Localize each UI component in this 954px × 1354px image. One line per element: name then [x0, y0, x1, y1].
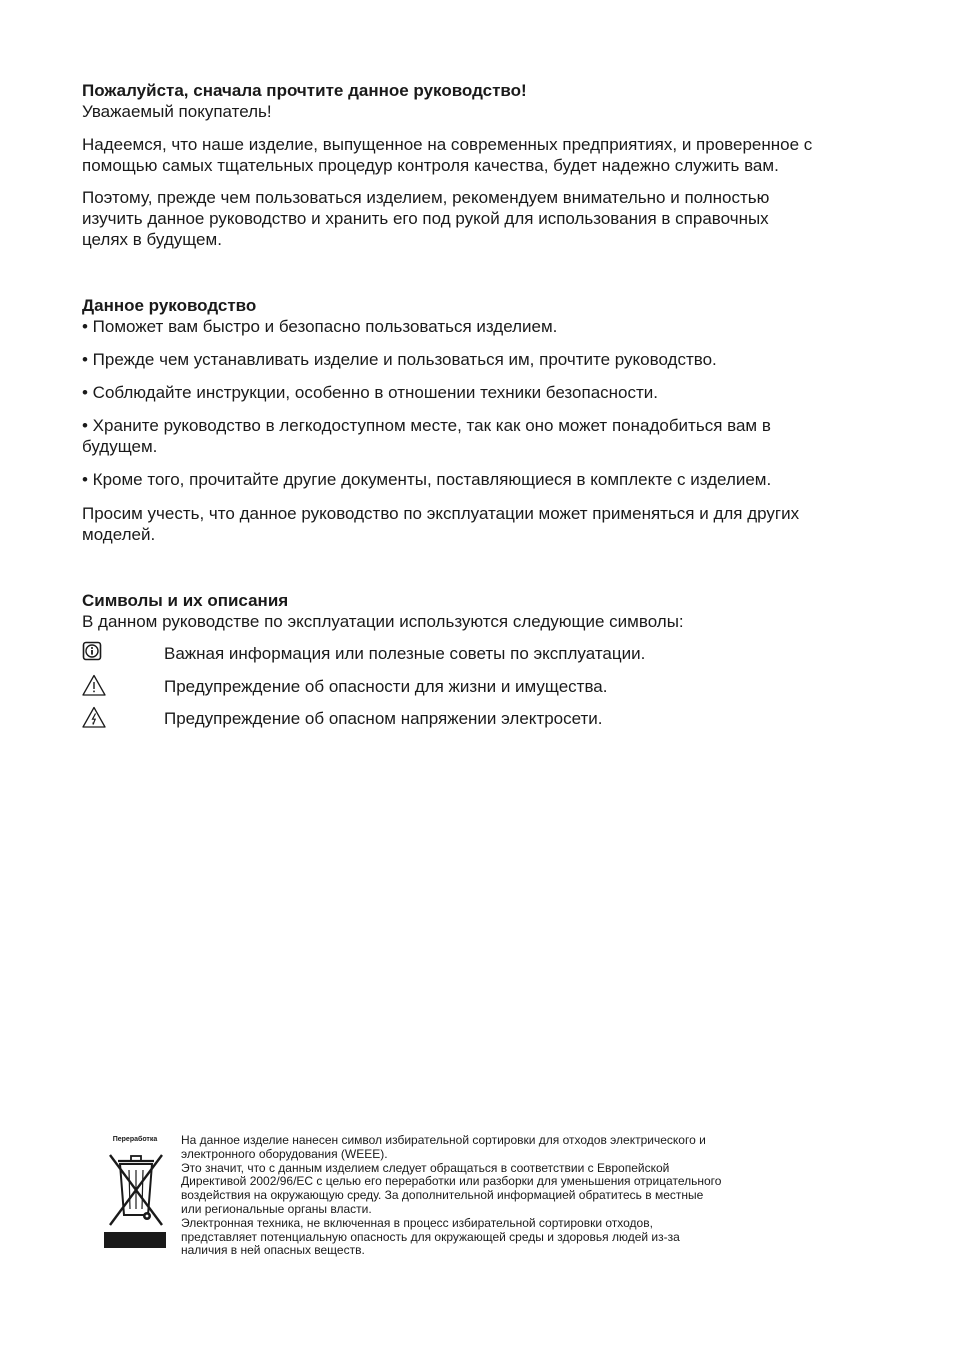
bullet-item-block — [82, 349, 882, 370]
manual-note — [82, 503, 882, 545]
manual-section — [82, 295, 882, 337]
symbol-row — [82, 706, 882, 732]
symbol-row — [82, 674, 882, 700]
crossed-bin-icon — [104, 1147, 166, 1251]
intro-heading: Пожалуйста, сначала прочтите данное руководство! — [82, 81, 527, 100]
notice-line: наличия в ней опасных веществ. — [181, 1243, 365, 1258]
paragraph-line: целях в будущем. — [82, 230, 222, 249]
weee-label: Переработка — [112, 1136, 158, 1143]
intro-block — [82, 80, 882, 122]
symbol-description: Предупреждение об опасном напряжении электросети. — [164, 709, 603, 728]
bullet-item-block — [82, 382, 882, 403]
bullet-item: будущем. — [82, 437, 158, 456]
symbol-row — [82, 641, 882, 667]
symbol-description: Предупреждение об опасности для жизни и имущества. — [164, 677, 608, 696]
info-icon — [82, 641, 108, 667]
paragraph-line: Просим учесть, что данное руководство по эксплуатации может применяться и для других — [82, 504, 800, 523]
electric-hazard-icon — [82, 706, 108, 732]
bullet-item: • Кроме того, прочитайте другие документы, поставляющиеся в комплекте с изделием. — [82, 470, 772, 489]
bullet-item: • Поможет вам быстро и безопасно пользоваться изделием. — [82, 317, 558, 336]
notice-line: Электронная техника, не включенная в процесс избирательной сортировки отходов, — [181, 1215, 653, 1230]
weee-logo — [104, 1135, 166, 1251]
notice-line: воздействия на окружающую среду. За дополнительной информацией обратитесь в местные — [181, 1188, 704, 1203]
notice-line: На данное изделие нанесен символ избирательной сортировки для отходов электрического и — [181, 1133, 706, 1147]
symbol-description: Важная информация или полезные советы по эксплуатации. — [164, 644, 646, 663]
bullet-item: • Соблюдайте инструкции, особенно в отношении техники безопасности. — [82, 383, 658, 402]
intro-paragraph-1 — [82, 134, 882, 176]
notice-line: Директивой 2002/96/EC с целью его переработки или разборки для уменьшения отрицательного — [181, 1174, 722, 1189]
paragraph-line: изучить данное руководство и хранить его под рукой для использования в справочных — [82, 209, 769, 228]
notice-line: электронного оборудования (WEEE). — [181, 1146, 388, 1161]
paragraph-line: моделей. — [82, 525, 156, 544]
warning-triangle-icon — [82, 674, 108, 700]
bullet-item-block — [82, 415, 882, 457]
paragraph-line: Поэтому, прежде чем пользоваться изделием, рекомендуем внимательно и полностью — [82, 188, 770, 207]
symbols-section — [82, 590, 882, 632]
bullet-item: • Прежде чем устанавливать изделие и пользоваться им, прочтите руководство. — [82, 350, 717, 369]
bullet-item: • Храните руководство в легкодоступном месте, так как оно может понадобиться вам в — [82, 416, 771, 435]
section-heading: Данное руководство — [82, 296, 257, 315]
paragraph-line: помощью самых тщательных процедур контроля качества, будет надежно служить вам. — [82, 156, 779, 175]
notice-line: Это значит, что с данным изделием следует обращаться в соответствии с Европейской — [181, 1160, 670, 1175]
paragraph-line: Надеемся, что наше изделие, выпущенное на современных предприятиях, и проверенное с — [82, 135, 813, 154]
weee-notice — [181, 1134, 861, 1258]
notice-line: или региональные органы власти. — [181, 1201, 372, 1216]
notice-line: представляет потенциальную опасность для окружающей среды и здоровья людей из-за — [181, 1229, 680, 1244]
greeting: Уважаемый покупатель! — [82, 102, 272, 121]
symbols-intro: В данном руководстве по эксплуатации используются следующие символы: — [82, 612, 684, 631]
section-heading: Символы и их описания — [82, 591, 289, 610]
intro-paragraph-2 — [82, 187, 882, 250]
bullet-item-block — [82, 469, 882, 490]
